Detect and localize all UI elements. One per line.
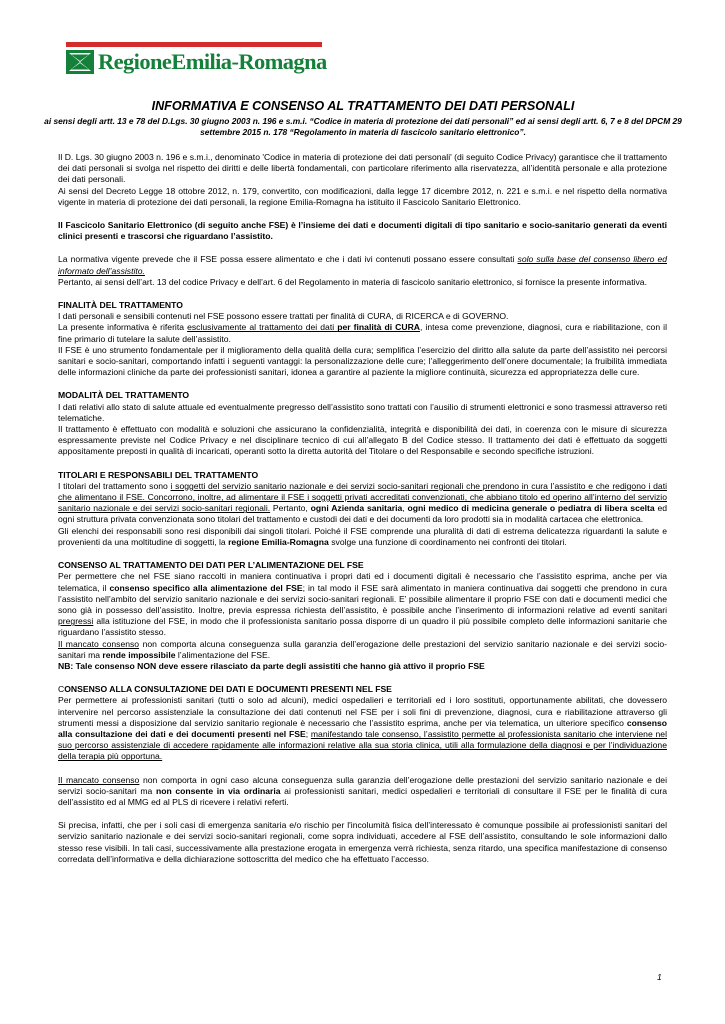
section-paragraph — [58, 775, 667, 809]
text-span: Il mancato consenso — [58, 638, 140, 649]
page-number: 1 — [657, 972, 662, 982]
section-heading-finalita: FINALITÀ DEL TRATTAMENTO — [58, 300, 183, 311]
text-span: ai professionisti sanitari, medici ospedalieri e territoriali di consultare il FSE per le finalità di cura dell’assistito ed al MMG ed al PLS di ricevere i relativi referti. — [58, 785, 668, 807]
section-paragraph — [58, 481, 667, 526]
text-span: non comporta in ogni caso alcuna conseguenza sulla garanzia dell’erogazione delle prestazioni del servizio sanitario nazionale e dei servizi socio-sanitari ma — [58, 774, 667, 796]
text-span: solo sulla base del consenso libero ed informato dell’assistito. — [58, 254, 668, 276]
text-span: Il mancato consenso — [58, 774, 140, 785]
logo-flag-icon — [66, 50, 94, 74]
text-span: La normativa vigente prevede che il FSE possa essere alimentato e che i dati ivi contenuti possano essere consultati — [58, 254, 518, 265]
section-heading-modalita: MODALITÀ DEL TRATTAMENTO — [58, 390, 190, 401]
text-span: svolge una funzione di coordinamento nei confronti dei titolari. — [328, 536, 567, 547]
section-paragraph — [58, 322, 667, 344]
section-paragraph: Il trattamento è effettuato con modalità e soluzioni che assicurano la confidenzialità, integrità e disponibilità dei dati, in coerenza con le misure di sicurezza espressamente previste nel Codice Privacy e nel disciplinare tecnico di cui all’allegato B del Codice stesso. Il trattamento dei dati è effettuato da soggetti appositamente preposti in qualità di incaricati, operanti sotto la diretta autorità del Titolare o del Responsabile e secondo specifiche istruzioni. — [58, 424, 667, 457]
text-span: ed ogni struttura privata convenzionata sono titolari del trattamento e custodi dei dati e dei documenti da loro prodotti sia in modalità cartacea che elettronica. — [58, 503, 668, 525]
document-title: INFORMATIVA E CONSENSO AL TRATTAMENTO DEI DATI PERSONALI — [151, 99, 575, 113]
text-span: , — [402, 503, 408, 514]
text-span: ogni medico di medicina generale o pediatra di libera scelta — [407, 503, 655, 514]
section-paragraph: I dati personali e sensibili contenuti nel FSE possono essere trattati per finalità di CURA, di RICERCA e di GOVERNO. — [58, 311, 509, 322]
text-span: Per permettere che nel FSE siano raccolti in maniera continuativa i propri dati ed i documenti digitali è necessario che l’assistito esprima, anche per via telematica, il — [58, 571, 667, 593]
text-span: consenso specifico alla alimentazione del FSE — [109, 582, 303, 593]
text-span: ogni Azienda sanitaria — [310, 503, 403, 514]
text-span: C — [58, 684, 65, 695]
regione-logo — [66, 42, 327, 78]
section-paragraph — [58, 695, 667, 762]
text-span: consenso alla consultazione dei dati e dei documenti presenti nel FSE — [58, 717, 667, 739]
text-span: per finalità di CURA — [337, 322, 420, 333]
text-span: non comporta alcuna conseguenza sulla garanzia dell’erogazione delle prestazioni del servizio sanitario nazionale e dei servizi socio-sanitari ma — [58, 638, 667, 660]
text-span: ONSENSO ALLA CONSULTAZIONE DEI DATI E DOCUMENTI PRESENTI NEL FSE — [64, 684, 392, 695]
section-paragraph: Si precisa, infatti, che per i soli casi di emergenza sanitaria e/o rischio per l'incolumità fisica dell’interessato è comunque possibile ai professionisti sanitari del servizio sanitario nazionale e dei servizi socio-sanitari regionali, come sopra individuati, accedere al FSE dell’assistito, consultando le sole informazioni dallo stesso rese visibili. In tali casi, successivamente alla prestazione erogata in emergenza verrà richiesta, senza ritardo, una specifica manifestazione di consenso corredata dell’informativa e della dichiarazione sottoscritta del medico che ha effettuato l’accesso. — [58, 820, 667, 864]
document-body — [58, 152, 667, 865]
logo-red-bar — [66, 42, 322, 47]
intro-paragraph: Pertanto, ai sensi dell’art. 13 del codice Privacy e dell’art. 6 del Regolamento in materia di fascicolo sanitario elettronico, si fornisce la presente informativa. — [58, 276, 647, 287]
text-span: pregressi — [58, 616, 94, 627]
text-span: , intesa come prevenzione, diagnosi, cura e riabilitazione, con il fine primario di tutelare la salute dell’assistito. — [58, 322, 667, 344]
text-span: ; — [305, 728, 311, 739]
intro-paragraph: Ai sensi del Decreto Legge 18 ottobre 2012, n. 179, convertito, con modificazioni, dalla legge 17 dicembre 2012, n. 221 e s.m.i. e nel rispetto della normativa vigente in materia di protezione dei dati personali, la regione Emilia-Romagna ha istituito il Fascicolo Sanitario Elettronico. — [58, 185, 667, 207]
section-heading-consenso-alimentazione: CONSENSO AL TRATTAMENTO DEI DATI PER L’ALIMENTAZIONE DEL FSE — [58, 560, 364, 571]
section-paragraph: I dati relativi allo stato di salute attuale ed eventualmente pregresso dell’assistito sono trattati con l’ausilio di strumenti elettronici e sono trasmessi attraverso reti telematiche. — [58, 401, 667, 423]
text-span: Pertanto, — [270, 503, 311, 514]
intro-paragraph: Il D. Lgs. 30 giugno 2003 n. 196 e s.m.i., denominato 'Codice in materia di protezione dei dati personali' (di seguito Codice Privacy) garantisce che il trattamento dei dati personali si svolga nel rispetto dei diritti e delle libertà fondamentali, con particolare riferimento alla riservatezza, all’identità personale e alla protezione dei dati personali. — [58, 152, 667, 185]
text-span: rende impossibile — [102, 649, 176, 660]
logo-text: RegioneEmilia-Romagna — [98, 49, 327, 74]
text-span: ; in tal modo il FSE sarà alimentato in maniera continuativa dai soggetti che prendono in cura l’assistito nell’ambito del servizio sanitario nazionale e dei servizi socio-sanitari regionali. E’ possibile alimentare il proprio FSE con dati e documenti medici che sono già in possesso dell’assistito. Inoltre, previa espressa richiesta dell’assistito, è possibile anche l’inserimento di informazioni relative ad eventi sanitari — [58, 582, 668, 615]
text-span: manifestando tale consenso, l’assistito permette al professionista sanitario che interviene nel suo percorso assistenziale di accedere rapidamente alle informazioni relative alla sua storia clinica, utili alla formulazione della diagnosi e per l’individuazione della terapia più opportuna. — [58, 728, 667, 762]
section-heading-consenso-consultazione — [58, 684, 667, 695]
text-span: Gli elenchi dei responsabili sono resi disponibili dai singoli titolari. Poiché il FSE comprende una pluralità di dati di estrema delicatezza riguardanti la salute e provenienti da una moltitudine di soggetti, la — [58, 525, 667, 547]
text-span: La presente informativa è riferita — [58, 322, 188, 333]
text-span: i soggetti del servizio sanitario nazionale e dei servizi socio-sanitari regionali che prendono in cura l’assistito e che redigono i dati che alimentano il FSE. Concorrono, inoltre, ad alimentare il FSE i soggetti privati accreditati convenzionati, che abbiano titolo ed operino all’interno del servizio sanitario nazionale e dei servizi socio-sanitari regionali. — [58, 480, 667, 514]
section-paragraph: Il FSE è uno strumento fondamentale per il miglioramento della qualità della cura; semplifica l’esercizio del diritto alla salute da parte dell’assistito nei percorsi sanitari e socio-sanitari, comportando infatti i seguenti vantaggi: la personalizzazione delle cure; l’alleggerimento dell’onere documentale; la fruibilità immediata delle informazioni cliniche da parte dei professionisti sanitari, idonea a garantire al paziente la migliore continuità, sicurezza ed appropriatezza delle cure. — [58, 344, 667, 378]
document-subtitle: ai sensi degli artt. 13 e 78 del D.Lgs. 30 giugno 2003 n. 196 e s.m.i. “Codice in materia di protezione dei dati personali” ed ai sensi degli artt. 6, 7 e 8 del DPCM 29 settembre 2015 n. 178 “Regolamento in materia di fascicolo sanitario elettronico”. — [44, 116, 682, 137]
text-span: Per permettere ai professionisti sanitari (tutti o solo ad alcuni), medici ospedalieri e territoriali ed i loro sostituti, opportunamente abilitati, che dovessero intervenire nel percorso assistenziale la consultazione dei dati contenuti nel FSE per i soli fini di prevenzione, diagnosi, cura e riabilitazione attraverso gli strumenti messi a disposizione dal servizio sanitario regionale è necessario che l’assistito esprima, anche per via telematica, un ulteriore specifico — [58, 695, 667, 728]
text-span: non consente in via ordinaria — [155, 785, 281, 796]
section-heading-titolari: TITOLARI E RESPONSABILI DEL TRATTAMENTO — [58, 469, 259, 480]
text-span: I titolari del trattamento sono — [58, 480, 171, 491]
fse-definition: Il Fascicolo Sanitario Elettronico (di seguito anche FSE) è l’insieme dei dati e documenti digitali di tipo sanitario e socio-sanitario generati da eventi clinici presenti e trascorsi che riguardano l’assistito. — [58, 220, 667, 242]
nota-bene: NB: Tale consenso NON deve essere rilasciato da parte degli assistiti che hanno già attivo il proprio FSE — [58, 660, 485, 671]
section-paragraph — [58, 526, 667, 548]
section-paragraph — [58, 571, 667, 638]
text-span: l’alimentazione del FSE. — [175, 649, 271, 660]
intro-paragraph — [58, 254, 667, 276]
text-span: regione Emilia-Romagna — [228, 536, 329, 547]
text-span: alla istituzione del FSE, in modo che il professionista sanitario possa disporre di un quadro il più possibile completo delle informazioni sanitarie che riguardano l’assistito stesso. — [58, 616, 667, 638]
section-paragraph — [58, 639, 667, 661]
text-span: esclusivamente al trattamento dei dati — [187, 322, 338, 333]
